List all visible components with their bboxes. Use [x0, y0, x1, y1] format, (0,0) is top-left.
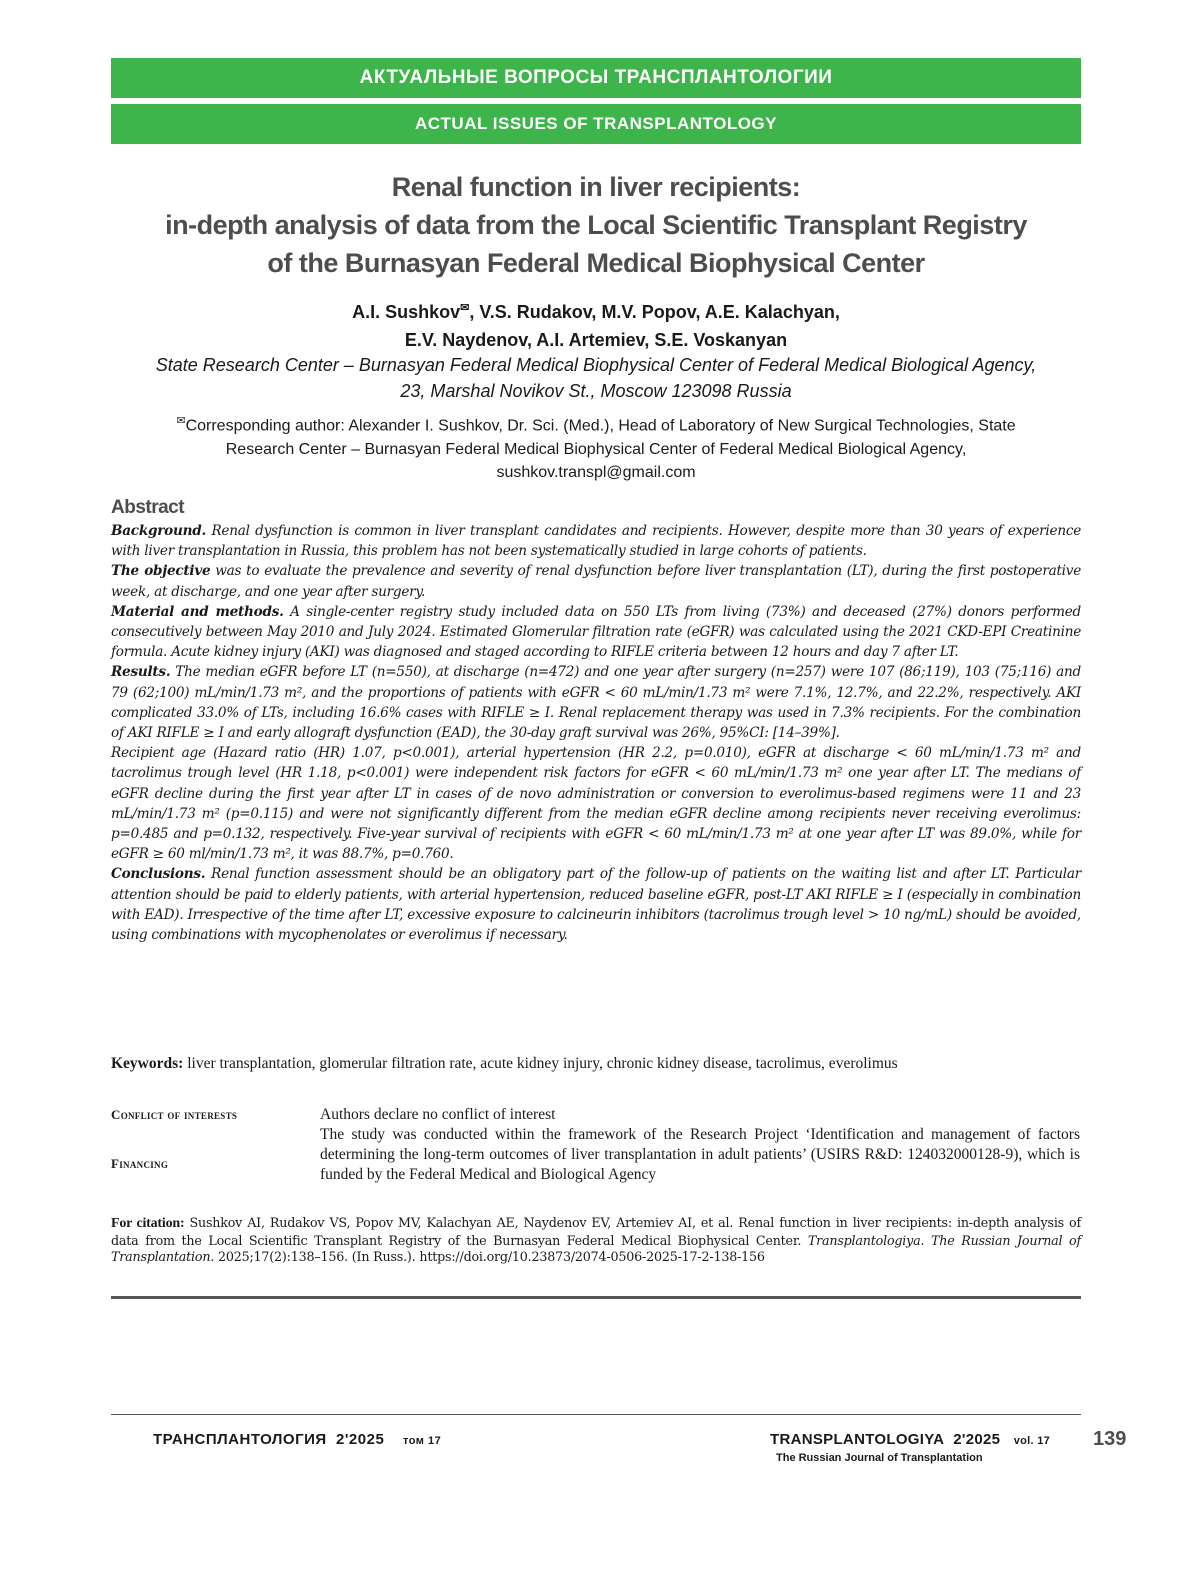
- abstract-heading: Abstract: [111, 497, 185, 518]
- affiliation-line-1: State Research Center – Burnasyan Federal Medical Biophysical Center of Federal Medical Biological Agency,: [155, 355, 1037, 375]
- affiliation-line-2: 23, Marshal Novikov St., Moscow 123098 Russia: [400, 381, 792, 401]
- first-author: A.I. Sushkov: [352, 302, 461, 322]
- abstract-objective: [111, 561, 1081, 601]
- objective-text: was to evaluate the prevalence and severity of renal dysfunction before liver transplantation (LT), during the first postoperative week, at discharge, and one year after surgery.: [111, 563, 1081, 600]
- footer-right-volume: vol. 17: [1013, 1435, 1051, 1447]
- conflict-label: Conflict of interests: [111, 1107, 238, 1122]
- methods-label: Material and methods.: [111, 603, 284, 620]
- envelope-icon: ✉: [176, 415, 186, 427]
- financing-text: The study was conducted within the framework of the Research Project ‘Identification and management of factors determining the long-term outcomes of liver transplantation in adult patients’ (USIRS R&D: 124032000128-9), which is funded by the Federal Medical and Biological Agency: [320, 1126, 1080, 1183]
- keywords-label: Keywords:: [111, 1055, 184, 1072]
- section-divider: [111, 1296, 1081, 1299]
- section-header-english: ACTUAL ISSUES OF TRANSPLANTOLOGY: [111, 104, 1081, 144]
- conclusions-label: Conclusions.: [111, 866, 206, 883]
- citation-text-2[interactable]: 2025;17(2):138–156. (In Russ.). https://doi.org/10.23873/2074-0506-2025-17-2-138-156: [214, 1249, 765, 1264]
- title-line-2: in-depth analysis of data from the Local Scientific Transplant Registry: [165, 210, 1027, 240]
- citation-journal: Transplantologiya. The Russian Journal of Transplantation.: [111, 1232, 1081, 1264]
- corresponding-author: [111, 409, 1081, 462]
- footer-left-volume: том 17: [402, 1435, 442, 1447]
- results-label: Results.: [111, 664, 171, 681]
- footer-subtitle: The Russian Journal of Transplantation: [776, 1452, 983, 1464]
- keywords: [111, 1054, 1081, 1074]
- abstract-results-continued: Recipient age (Hazard ratio (HR) 1.07, p<0.001), arterial hypertension (HR 2.2, p=0.010), eGFR at discharge < 60 mL/min/1.73 m² and tacrolimus trough level (HR 1.18, p<0.001) were independent risk factors for eGFR < 60 mL/min/1.73 m² one year after LT. The medians of eGFR decline during the first year after LT in cases of de novo administration or conversion to everolimus-based regimens were 11 and 23 mL/min/1.73 m² (p=0.115) and were not significantly different from the median eGFR decline among recipients never receiving everolimus: p=0.485 and p=0.132, respectively. Five-year survival of recipients with eGFR < 60 mL/min/1.73 m² at one year after LT was 89.0%, while for eGFR ≥ 60 ml/min/1.73 m², it was 88.7%, p=0.760.: [111, 745, 1081, 863]
- authors-line-1-rest: , V.S. Rudakov, M.V. Popov, A.E. Kalachyan,: [469, 302, 840, 322]
- article-title: [111, 168, 1081, 282]
- financing-label: Financing: [111, 1156, 169, 1171]
- page-number: 139: [1093, 1428, 1127, 1450]
- citation-label: For citation:: [111, 1216, 185, 1231]
- footer-right-journal: TRANSPLANTOLOGIYA: [770, 1431, 945, 1448]
- affiliation: [111, 352, 1081, 404]
- abstract-methods: [111, 602, 1081, 663]
- conclusions-text: Renal function assessment should be an obligatory part of the follow-up of patients on the waiting list and after LT. Particular attention should be paid to elderly patients, with arterial hypertension, reduced baseline eGFR, post-LT AKI RIFLE ≥ I (especially in combination with EAD). Irrespective of the time after LT, excessive exposure to calcineurin inhibitors (tacrolimus trough level > 10 ng/mL) should be avoided, using combinations with mycophenolates or everolimus if necessary.: [111, 866, 1081, 944]
- results-text: The median eGFR before LT (n=550), at discharge (n=472) and one year after surgery (n=257) were 107 (86;119), 103 (75;116) and 79 (62;100) mL/min/1.73 m², and the proportions of patients with eGFR < 60 mL/min/1.73 m² were 7.1%, 12.7%, and 22.2%, respectively. AKI complicated 33.0% of LTs, including 16.6% cases with RIFLE ≥ I. Renal replacement therapy was used in 7.3% recipients. For the combination of AKI RIFLE ≥ I and early allograft dysfunction (EAD), the 30-day graft survival was 26%, 95%CI: [14–39%].: [111, 664, 1081, 742]
- conflict-text: Authors declare no conflict of interest: [320, 1106, 556, 1123]
- title-line-1: Renal function in liver recipients:: [391, 172, 801, 202]
- corresponding-line-1: [111, 409, 1081, 438]
- methods-text: A single-center registry study included data on 550 LTs from living (73%) and deceased (27%) donors performed consecutively between May 2010 and July 2024. Estimated Glomerular filtration rate (eGFR) was calculated using the 2021 CKD-EPI Creatinine formula. Acute kidney injury (AKI) was diagnosed and staged according to RIFLE criteria between 12 hours and day 7 after LT.: [111, 603, 1081, 661]
- footer-left: [153, 1431, 441, 1448]
- abstract-conclusions: [111, 864, 1081, 945]
- corresponding-email[interactable]: sushkov.transpl@gmail.com: [496, 464, 696, 481]
- citation: [111, 1215, 1081, 1266]
- corresponding-text-1: Corresponding author: Alexander I. Sushkov, Dr. Sci. (Med.), Head of Laboratory of New Surgical Technologies, State: [185, 417, 1016, 435]
- objective-label: The objective: [111, 563, 211, 580]
- footer-divider: [111, 1414, 1081, 1415]
- footer-left-journal: ТРАНСПЛАНТОЛОГИЯ: [153, 1431, 327, 1448]
- authors-line-1: [111, 294, 1081, 326]
- corresponding-line-2: Research Center – Burnasyan Federal Medical Biophysical Center of Federal Medical Biological Agency,: [225, 441, 967, 459]
- footer-left-issue: 2'2025: [336, 1431, 385, 1448]
- author-list: [111, 294, 1081, 354]
- citation-text-1: Sushkov AI, Rudakov VS, Popov MV, Kalachyan AE, Naydenov EV, Artemiev AI, et al. Renal function in liver recipients: in-depth analysis of data from the Local Scientific Transplant Registry of the Burnasyan Federal Medical Biophysical Center.: [111, 1215, 1081, 1248]
- authors-line-2: E.V. Naydenov, A.I. Artemiev, S.E. Voskanyan: [404, 330, 788, 350]
- footer-right-issue: 2'2025: [953, 1431, 1001, 1448]
- background-label: Background.: [111, 523, 206, 539]
- abstract-background: [111, 521, 1081, 561]
- abstract-results: [111, 662, 1081, 743]
- keywords-text: liver transplantation, glomerular filtration rate, acute kidney injury, chronic kidney disease, tacrolimus, everolimus: [183, 1055, 898, 1072]
- background-text: Renal dysfunction is common in liver transplant candidates and recipients. However, despite more than 30 years of experience with liver transplantation in Russia, this problem has not been systematically studied in large cohorts of patients.: [111, 523, 1081, 560]
- section-header-russian: АКТУАЛЬНЫЕ ВОПРОСЫ ТРАНСПЛАНТОЛОГИИ: [111, 58, 1081, 98]
- title-line-3: of the Burnasyan Federal Medical Biophysical Center: [267, 248, 925, 278]
- envelope-icon: ✉: [460, 302, 470, 314]
- abstract-body: [111, 521, 1081, 945]
- footer-right: [770, 1431, 1050, 1448]
